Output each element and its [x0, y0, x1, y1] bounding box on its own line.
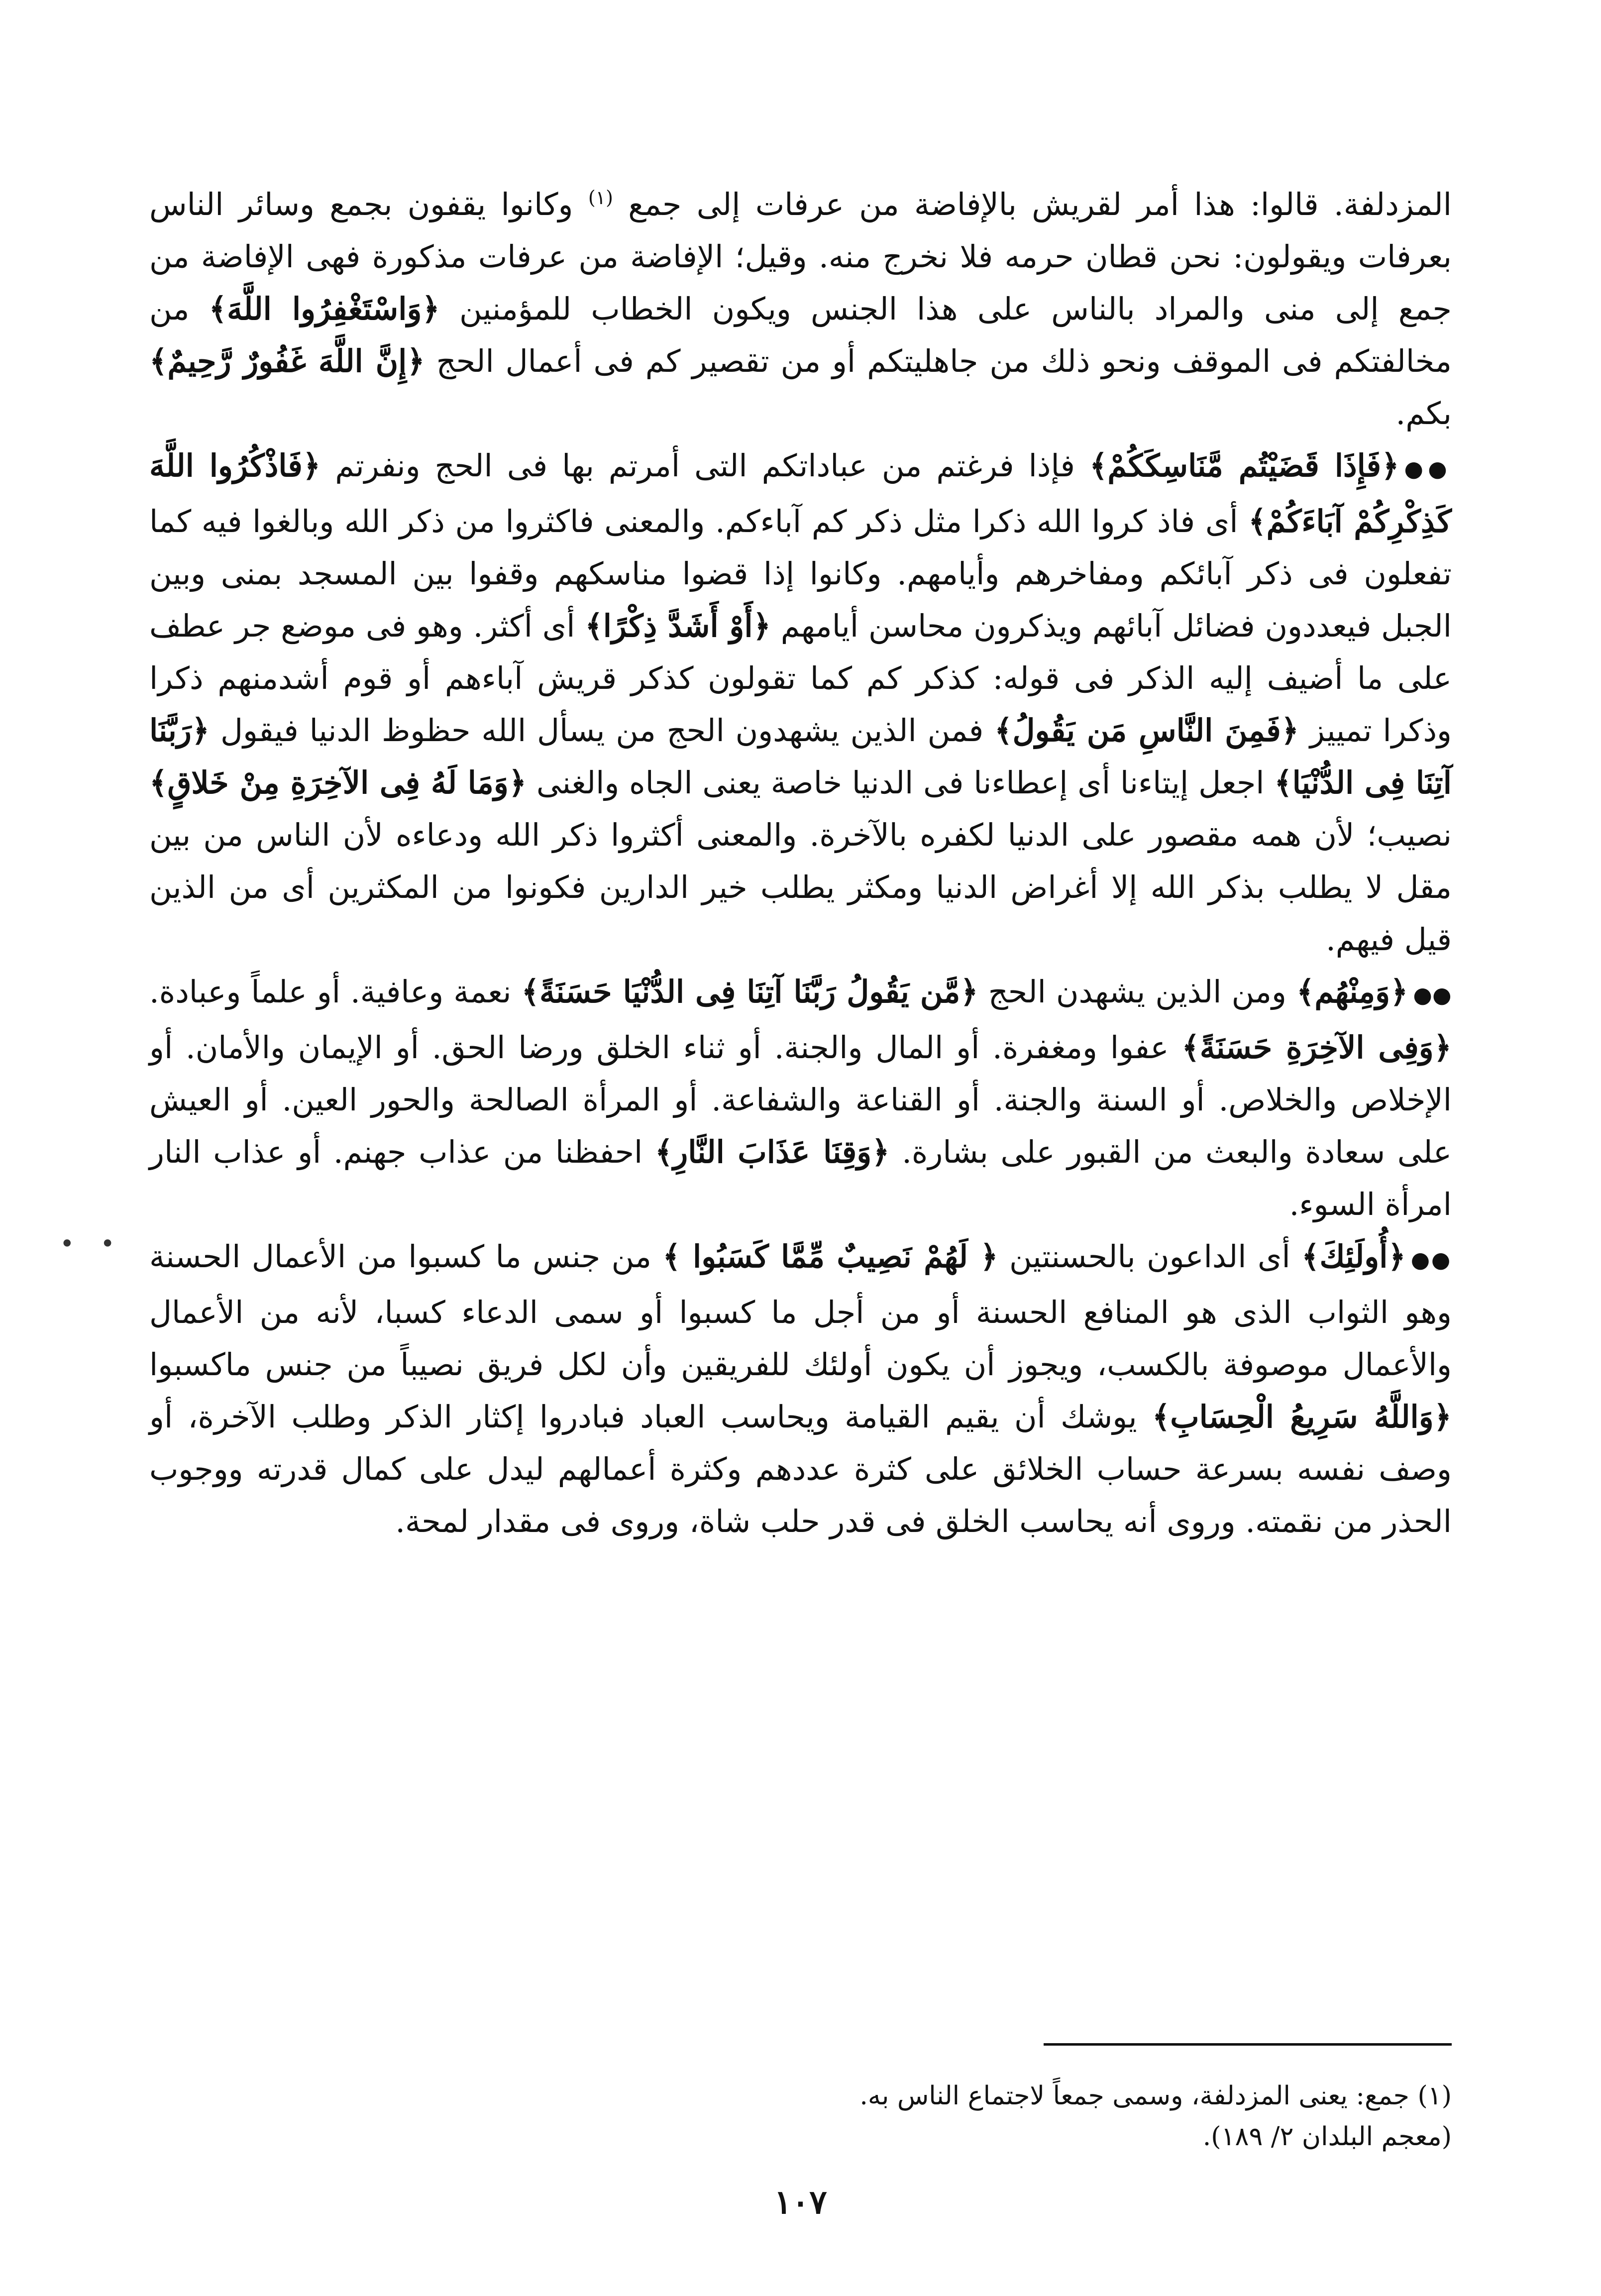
- footnote-divider: [1044, 2043, 1452, 2046]
- footnote-1-source: (معجم البلدان ٢/ ١٨٩).: [1202, 2122, 1452, 2152]
- quran-quote: ﴿مَّن يَقُولُ رَبَّنَا آتِنَا فِى الدُّنْيَا حَسَنَةً﴾: [521, 974, 978, 1010]
- quran-quote: ﴿وَقِنَا عَذَابَ النَّارِ﴾: [654, 1134, 890, 1170]
- text-run: ومن الذين يشهدن الحج: [978, 974, 1297, 1010]
- text-run: بكم.: [1395, 395, 1452, 432]
- paragraph-2: [149, 439, 1452, 966]
- bullet-icon: ●●: [1413, 983, 1452, 1008]
- text-run: احفظنا من عذاب جهنم. أو عذاب النار امرأة السوء.: [149, 1134, 1452, 1222]
- text-run: فإذا فرغتم من عباداتكم التى أمرتم بها فى الحج ونفرتم: [320, 447, 1090, 484]
- text-run: اجعل إيتاءنا أى إعطاءنا فى الدنيا خاصة يعنى الجاه والغنى: [527, 765, 1275, 801]
- quran-quote: ﴿إِنَّ اللَّهَ غَفُورٌ رَّحِيمٌ﴾: [149, 343, 425, 379]
- text-run: يوشك أن يقيم القيامة ويحاسب العباد فبادروا إكثار الذكر وطلب الآخرة، أو وصف نفسه بسرعة حساب الخلائق على كثرة عددهم وكثرة أعمالهم ليدل على كمال قدرته ووجوب الحذر من نقمته. وروى أنه يحاسب الخلق فى قدر حلب شاة، وروى فى مقدار لمحة.: [149, 1399, 1452, 1539]
- quran-quote: ﴿أُولَئِكَ﴾: [1301, 1238, 1406, 1275]
- page-number: ١٠٧: [774, 2183, 827, 2221]
- footnote-1: (١) جمع: يعنى المزدلفة، وسمى جمعاً لاجتماع الناس به.: [859, 2081, 1452, 2111]
- paragraph-1: [149, 172, 1452, 439]
- text-run: وكانوا يقفون بجمع وسائر الناس بعرفات ويقولون: نحن قطان حرمه فلا نخرج منه. وقيل؛ الإفاضة من عرفات مذكورة فهى الإفاضة من جمع إلى منى والمراد بالناس على هذا الجنس ويكون الخطاب للمؤمنين: [149, 186, 1452, 327]
- text-run: من مخالفتكم فى الموقف ونحو ذلك من جاهليتكم أو من تقصير كم فى أعمال الحج: [149, 291, 1452, 379]
- paragraph-3: [149, 966, 1452, 1230]
- text-run: عفوا ومغفرة. أو المال والجنة. أو ثناء الخلق ورضا الحق. أو الإيمان والأمان. أو الإخلاص والخلاص. أو السنة والجنة. أو القناعة والشفاعة. أو المرأة الصالحة والحور العين. أو العيش على سعادة والبعث من القبور على بشارة.: [149, 1029, 1452, 1170]
- quran-quote: ﴿فَاذْكُرُوا اللَّهَ كَذِكْرِكُمْ آبَاءَكُمْ﴾: [149, 447, 1452, 540]
- text-run: نعمة وعافية. أو علماً وعبادة.: [149, 974, 522, 1010]
- quran-quote: ﴿أَوْ أَشَدَّ ذِكْرًا﴾: [585, 608, 771, 644]
- text-run: المزدلفة. قالوا: هذا أمر لقريش بالإفاضة من عرفات إلى جمع: [613, 186, 1452, 222]
- quran-quote: ﴿فَإِذَا قَضَيْتُم مَّنَاسِكَكُمْ﴾: [1089, 447, 1399, 484]
- quran-quote: ﴿فَمِنَ النَّاسِ مَن يَقُولُ﴾: [994, 712, 1299, 749]
- quran-quote: ﴿وَفِى الآخِرَةِ حَسَنَةً﴾: [1181, 1029, 1452, 1066]
- footnotes: [448, 2076, 1452, 2157]
- main-text: [149, 172, 1452, 1547]
- paragraph-4: [149, 1230, 1452, 1547]
- bullet-icon: ●●: [1410, 1247, 1452, 1273]
- text-run: فمن الذين يشهدون الحج من يسأل الله حظوظ الدنيا فيقول: [210, 712, 995, 749]
- text-run: أى الداعون بالحسنتين: [998, 1238, 1302, 1275]
- quran-quote: ﴿وَمِنْهُم﴾: [1296, 974, 1408, 1010]
- bullet-icon: ●●: [1404, 456, 1452, 482]
- quran-quote: ﴿وَاللَّهُ سَرِيعُ الْحِسَابِ﴾: [1152, 1399, 1452, 1435]
- footnote-ref[interactable]: (١): [588, 187, 613, 209]
- quran-quote: ﴿ لَهُمْ نَصِيبٌ مِّمَّا كَسَبُوا ﴾: [662, 1238, 998, 1275]
- text-run: من جنس ما كسبوا من الأعمال الحسنة وهو الثواب الذى هو المنافع الحسنة أو من أجل ما كسبوا أو سمى الدعاء كسبا، لأنه من الأعمال والأعمال موصوفة بالكسب، ويجوز أن يكون أولئك للفريقين وأن لكل فريق نصيباً من جنس ماكسبوا: [149, 1238, 1452, 1383]
- text-run: نصيب؛ لأن همه مقصور على الدنيا لكفره بالآخرة. والمعنى أكثروا ذكر الله ودعاءه لأن الناس من بين مقل لا يطلب بذكر الله إلا أغراض الدنيا ومكثر يطلب خير الدارين فكونوا من المكثرين أى من الذين قيل فيهم.: [149, 817, 1452, 958]
- quran-quote: ﴿وَمَا لَهُ فِى الآخِرَةِ مِنْ خَلاقٍ﴾: [149, 765, 527, 801]
- quran-quote: ﴿رَبَّنَا آتِنَا فِى الدُّنْيَا﴾: [149, 712, 1452, 801]
- text-run: أى فاذ كروا الله ذكرا مثل ذكر كم آباءكم. والمعنى فاكثروا من ذكر الله وبالغوا فيه كما تفعلون فى ذكر آبائكم ومفاخرهم وأيامهم. وكانوا إذا قضوا مناسكهم وقفوا بين المسجد بمنى وبين الجبل فيعددون فضائل آبائهم ويذكرون محاسن أيامهم: [149, 503, 1452, 644]
- quran-quote: ﴿وَاسْتَغْفِرُوا اللَّهَ﴾: [209, 291, 440, 327]
- margin-mark: • •: [60, 1229, 124, 1258]
- text-run: أى أكثر. وهو فى موضع جر عطف على ما أضيف إليه الذكر فى قوله: كذكر كم كما تقولون كذكر قريش آباءهم أو قوم أشدمنهم ذكرا وذكرا تمييز: [149, 608, 1452, 749]
